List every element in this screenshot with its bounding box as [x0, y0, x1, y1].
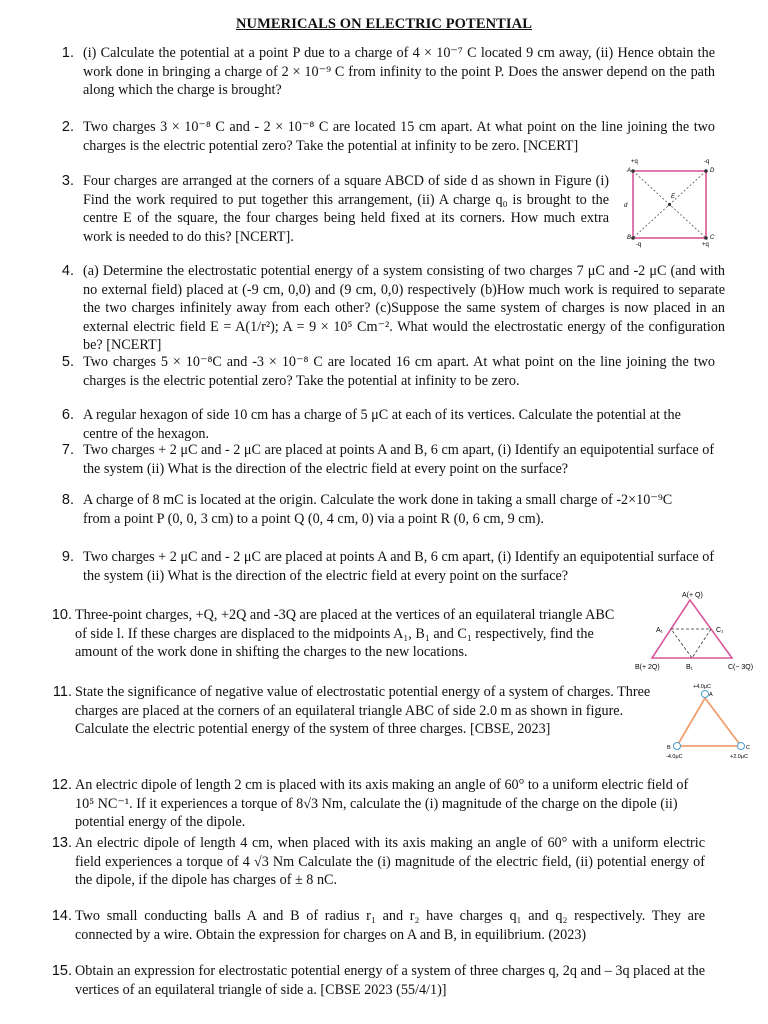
question-text: A charge of 8 mC is located at the origin. Calculate the work done in taking a small charge of -2×10⁻⁹C from a point P (0, 0, 3 cm) to a point Q (0, 4 cm, 0) via a point R (0, 6 cm, 9 cm).	[83, 492, 673, 527]
midpoint-label: B₁	[686, 664, 694, 671]
vertex-label: D	[710, 168, 715, 174]
vertex-label: E	[671, 194, 676, 200]
question-text: Two charges 3 × 10⁻⁸ C and - 2 × 10⁻⁸ C are located 15 cm apart. At what point on the line joining the two charges is the electric potential zero? Take the potential at infinity to be zero. [NCERT]	[83, 119, 715, 154]
question-number: 10.	[51, 607, 72, 623]
question-number: 1.	[61, 45, 74, 61]
midpoint-label: A₁	[656, 627, 664, 634]
vertex-label: A	[709, 692, 713, 698]
midpoint-label: C₁	[716, 627, 724, 634]
vertex-label: B	[667, 745, 671, 751]
question-text: Obtain an expression for electrostatic potential energy of a system of three charges q, 2q and – 3q placed at the vertices of an equilateral triangle of side a. [CBSE 2023 (55/4/1)]	[75, 963, 705, 998]
question-number: 2.	[61, 119, 74, 135]
question-number: 14.	[51, 908, 72, 924]
question-number: 6.	[61, 407, 74, 423]
question-text: A regular hexagon of side 10 cm has a charge of 5 μC at each of its vertices. Calculate the potential at the centre of the hexagon.	[83, 407, 681, 442]
question-number: 13.	[51, 835, 72, 851]
question-text: Two small conducting balls A and B of radius r₁ and r₂ have charges q₁ and q₂ respectively. They are connected by a wire. Obtain the expression for charges on A and B, in equilibrium. (2023)	[75, 908, 705, 943]
triangle-figure-1	[634, 588, 768, 678]
charge-label: +q	[631, 159, 638, 165]
question-number: 8.	[61, 492, 74, 508]
question-number: 4.	[61, 263, 74, 279]
question-number: 12.	[51, 777, 72, 793]
charge-label: +2.0μC	[730, 754, 748, 760]
question-text: Four charges are arranged at the corners of a square ABCD of side d as shown in Figure (i) Find the work required to put together this arrangement, (ii) A charge q₀ is brought to the centre E of the square, the four charges being held fixed at its corners. How much extra work is needed to do this? [NCERT].	[83, 173, 609, 245]
side-label: d	[624, 203, 628, 209]
question-text: Three-point charges, +Q, +2Q and -3Q are placed at the vertices of an equilateral triangle ABC of side l. If these charges are displaced to the midpoints A₁, B₁ and C₁ respectively, find the amount of the work done in shifting the charges to the new locations.	[75, 607, 615, 661]
page-title: NUMERICALS ON ELECTRIC POTENTIAL	[235, 16, 533, 32]
question-number: 9.	[61, 549, 74, 565]
charge-label: +4.0μC	[693, 684, 711, 690]
question-text: An electric dipole of length 4 cm, when placed with its axis making an angle of 60° with a uniform electric field experiences a torque of 4 √3 Nm Calculate the (i) magnitude of the electric field, (ii) potential energy of the dipole, if the dipole has charges of ± 8 nC.	[75, 835, 705, 889]
square-charge-figure	[618, 158, 730, 248]
charge-label: -q	[636, 242, 642, 248]
question-number: 5.	[61, 354, 74, 370]
vertex-label: A(+ Q)	[682, 592, 703, 599]
vertex-label: B(+ 2Q)	[635, 664, 660, 671]
question-text: (i) Calculate the potential at a point P due to a charge of 4 × 10⁻⁷ C located 9 cm away, (ii) Hence obtain the work done in bringing a charge of 2 × 10⁻⁹ C from infinity to the point P. Does the answer depend on the path along which the charge is brought?	[83, 45, 715, 99]
question-number: 7.	[61, 442, 74, 458]
vertex-label: C	[746, 745, 750, 751]
charge-label: -q	[704, 159, 710, 165]
question-text: State the significance of negative value of electrostatic potential energy of a system of charges. Three charges are placed at the corners of an equilateral triangle ABC of side 2.0 m as shown in figure. Calculate the electric potential energy of the system of three charges. [CBSE, 2023]	[75, 684, 651, 738]
question-text: Two charges + 2 μC and - 2 μC are placed at points A and B, 6 cm apart, (i) Identify an equipotential surface of the system (ii) What is the direction of the electric field at every point on the surface?	[83, 549, 715, 584]
question-number: 3.	[61, 173, 74, 189]
question-number: 11.	[52, 684, 72, 700]
question-number: 15.	[51, 963, 72, 979]
question-text: (a) Determine the electrostatic potential energy of a system consisting of two charges 7 μC and -2 μC (and with no external field) placed at (-9 cm, 0,0) and (9 cm, 0,0) respectively (b)How much work is required to separate the two charges infinitely away from each other? (c)Suppose the same system of charges is now placed in an external electric field E = A(1/r²); A = 9 × 10⁵ Cm⁻². What would the electrostatic energy of the configuration be? [NCERT]	[83, 263, 725, 354]
question-text: Two charges 5 × 10⁻⁸C and -3 × 10⁻⁸ C are located 16 cm apart. At what point on the line joining the two charges is the electric potential zero? Take the potential at infinity to be zero.	[83, 354, 715, 389]
vertex-label: A	[627, 168, 632, 174]
vertex-label: B	[627, 235, 632, 241]
vertex-label: C	[710, 235, 715, 241]
charge-label: +q	[702, 242, 709, 248]
question-text: An electric dipole of length 2 cm is placed with its axis making an angle of 60° to a uniform electric field of 10⁵ NC⁻¹. If it experiences a torque of 8√3 Nm, calculate the (i) magnitude of the charge on the dipole (ii) potential energy of the dipole.	[75, 777, 689, 831]
triangle-figure-2	[660, 678, 760, 770]
vertex-label: C(− 3Q)	[728, 664, 754, 671]
charge-label: -4.0μC	[666, 754, 683, 760]
question-text: Two charges + 2 μC and - 2 μC are placed at points A and B, 6 cm apart, (i) Identify an equipotential surface of the system (ii) What is the direction of the electric field at every point on the surface?	[83, 442, 715, 477]
